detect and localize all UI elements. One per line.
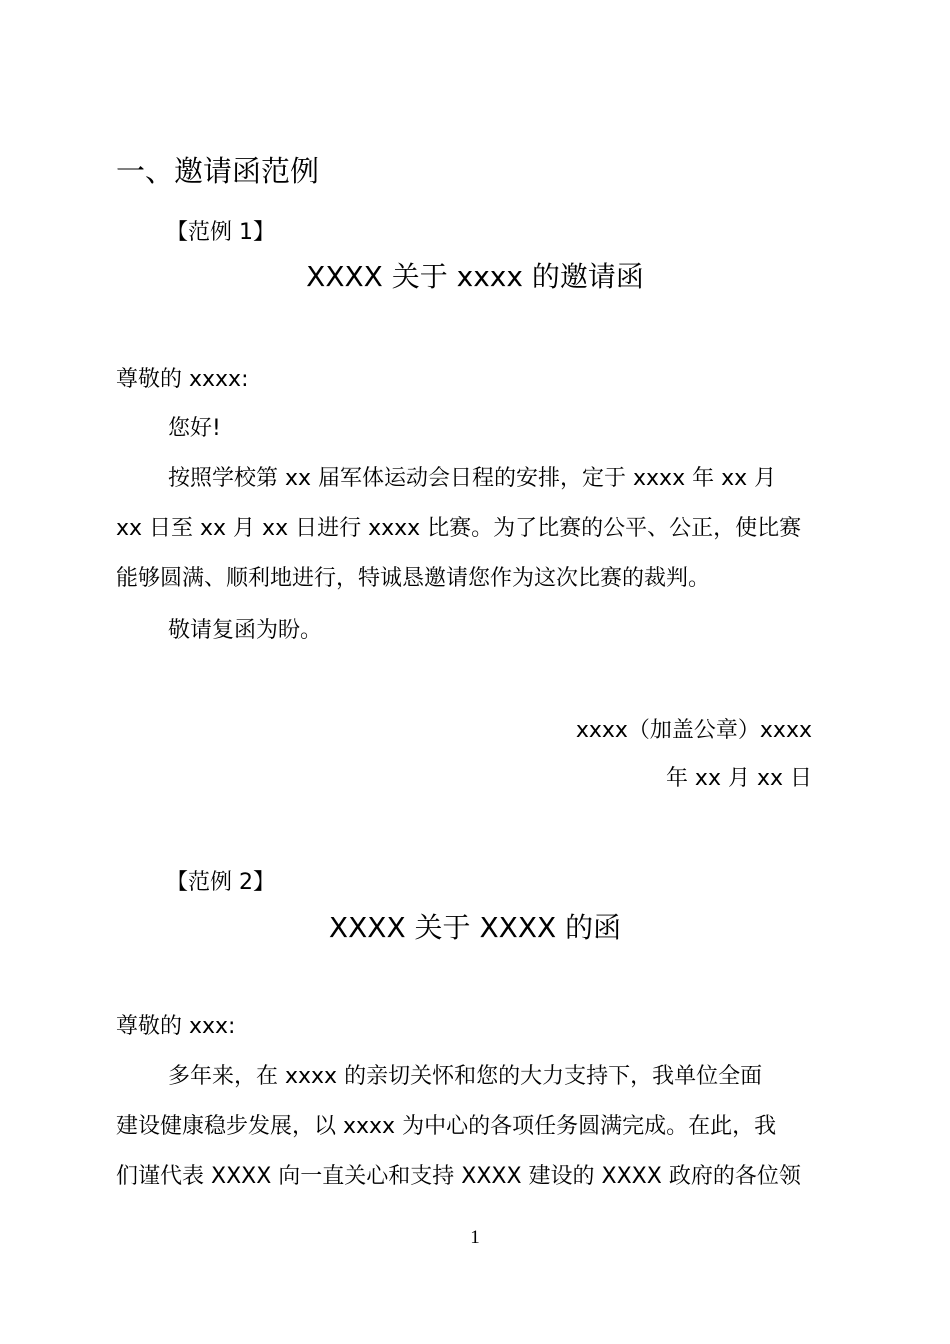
example-2-salutation: 尊敬的 xxx:	[116, 1014, 236, 1039]
example-1-label: 【范例 1】	[166, 220, 275, 245]
page-number: 1	[470, 1227, 480, 1248]
example-1-signature: xxxx（加盖公章）xxxx	[575, 718, 812, 743]
example-1-body-line: xx 日至 xx 月 xx 日进行 xxxx 比赛。为了比赛的公平、公正，使比赛	[116, 516, 802, 541]
section-title: 一、邀请函范例	[116, 154, 320, 188]
example-2-label: 【范例 2】	[166, 870, 275, 895]
example-1-body-line: 按照学校第 xx 届军体运动会日程的安排，定于 xxxx 年 xx 月	[168, 466, 777, 491]
example-1-title: XXXX 关于 xxxx 的邀请函	[306, 260, 644, 293]
example-1-salutation: 尊敬的 xxxx:	[116, 367, 249, 392]
example-1-greeting: 您好!	[168, 416, 221, 441]
example-2-body-line: 们谨代表 XXXX 向一直关心和支持 XXXX 建设的 XXXX 政府的各位领	[116, 1164, 801, 1189]
example-2-body-line: 多年来，在 xxxx 的亲切关怀和您的大力支持下，我单位全面	[168, 1064, 763, 1089]
example-1-body-line: 能够圆满、顺利地进行，特诚恳邀请您作为这次比赛的裁判。	[116, 566, 711, 591]
example-2-body-line: 建设健康稳步发展，以 xxxx 为中心的各项任务圆满完成。在此，我	[116, 1114, 777, 1139]
example-2-title: XXXX 关于 XXXX 的函	[328, 911, 622, 944]
example-1-date: 年 xx 月 xx 日	[665, 766, 812, 791]
example-1-closing: 敬请复函为盼。	[168, 618, 323, 643]
